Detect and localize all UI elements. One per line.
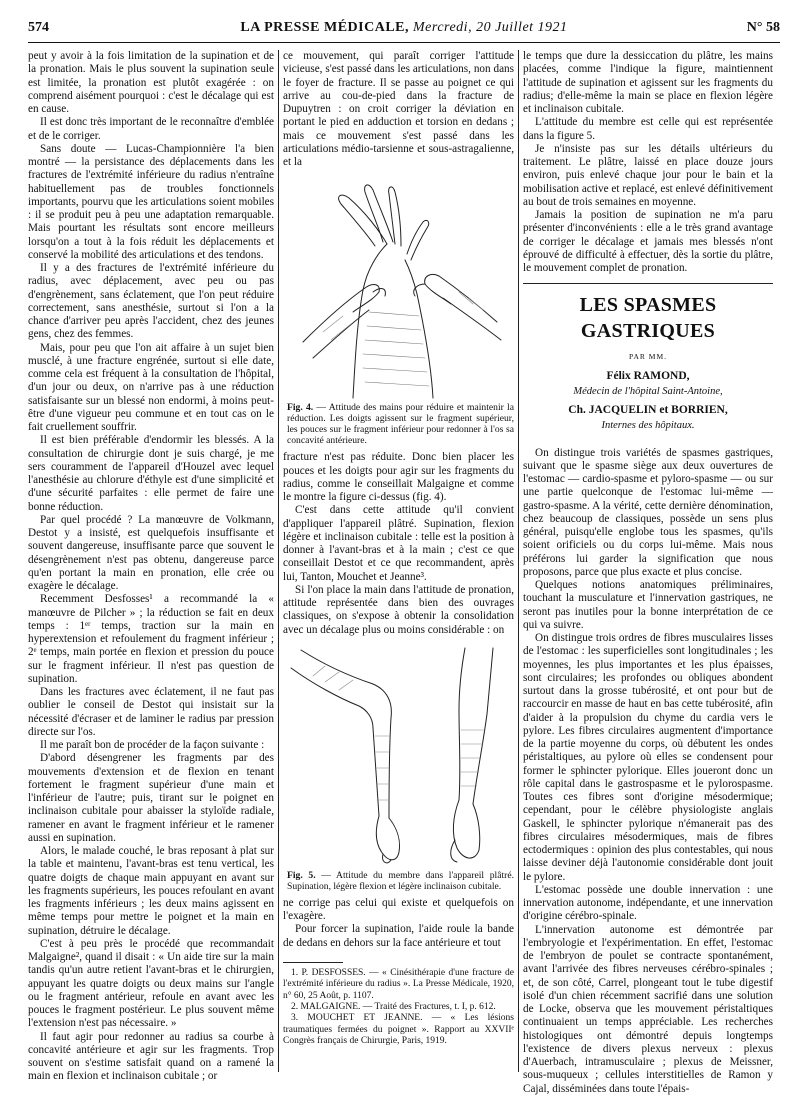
paragraph: C'est dans cette attitude qu'il convient d'appliquer l'appareil plâtré. Supination, flexion légère et inclinaison cubitale : telle est la position à donner à l'avant-bras et à la main ; c'est ce que conseillait Destot et ce que recommandent, après lui, Tanton, Mouchet et Jeanne³. bbox=[283, 504, 514, 583]
paragraph: L'estomac possède une double innervation : une innervation autonome, indépendante, et une innervation d'origine cérébro-spinale. bbox=[523, 883, 773, 923]
paragraph: On distingue trois variétés de spasmes gastriques, suivant que le spasme siège aux deux ouvertures de l'estomac — cardio-spasme et pyloro-spasme — ou sur une partie quelconque de l'estomac lui-même — gastro-spasme. A la vérité, cette dernière dénomination, chez beaucoup de classiques, possède un sens plus général, puisqu'elle englobe tous les spasmes, qu'ils soient orificiels ou du corps lui-même. Mais nous préférons lui garder la signification que nous proposons, parce que plus exacte et plus concise. bbox=[523, 446, 773, 578]
column-divider bbox=[278, 50, 279, 1072]
paragraph: Quelques notions anatomiques préliminaires, touchant la musculature et l'innervation gastriques, ne seront pas inutiles pour la bonne interprétation de ce qui va suivre. bbox=[523, 579, 773, 631]
author-name: Félix RAMOND, bbox=[606, 369, 690, 382]
article-header bbox=[523, 283, 773, 432]
column-divider bbox=[518, 50, 519, 1072]
paragraph: Il me paraît bon de procéder de la façon suivante : bbox=[40, 739, 265, 751]
paragraph: ne corrige pas celui qui existe et quelquefois on l'exagère. bbox=[283, 896, 514, 922]
figure-4-illustration bbox=[283, 172, 514, 400]
paragraph: Il est donc très important de le reconnaître d'emblée et de le corriger. bbox=[28, 116, 274, 142]
paragraph: Dans les fractures avec éclatement, il ne faut pas oublier le conseil de Destot qui insistait sur la nécessité d'écraser et de laminer le radius par pression directe sur l'os. bbox=[28, 686, 274, 738]
paragraph: L'attitude du membre est celle qui est représentée dans la figure 5. bbox=[523, 116, 773, 142]
footnote: 1. P. DESFOSSES. — « Cinésithérapie d'une fracture de l'extrémité inférieure du radius ». La Presse Médicale, 1920, n° 60, 25 Août, p. 1107. bbox=[283, 967, 514, 1001]
figure-4-text: — Attitude des mains pour réduire et maintenir la réduction. Les doigts agissent sur le fragment supérieur, les pouces sur le fragment inférieur pour redonner à l'os sa concavité antérieure. bbox=[287, 402, 514, 447]
paragraph: Recemment Desfosses¹ a recommandé la « manœuvre de Pilcher » ; la réduction se fait en deux temps : 1ᵉʳ temps, traction sur la main en hyperextension et refoulement du fragment inférieur ; 2ᵉ temps, main portée en flexion et pression du pouce sur le fragment inférieur. Il n'est pas question de supination. bbox=[28, 593, 274, 685]
column-3 bbox=[523, 50, 773, 1096]
paragraph: peut y avoir à la fois limitation de la supination et de la pronation. Mais le plus souvent la supination seule est limitée, la pronation est plutôt exagérée : on comprend aisément pourquoi : c'est le décalage qui est en cause. bbox=[28, 50, 274, 115]
paragraph: Il est bien préférable d'endormir les blessés. A la consultation de chirurgie dont je suis chargé, je me sers couramment de l'appareil d'Houzel avec lequel l'anesthésie au chlorure d'éthyle est d'une simplicité et d'une sécurité parfaites : elle permet de faire une bonne réduction. bbox=[28, 434, 274, 513]
paragraph: Si l'on place la main dans l'attitude de pronation, attitude représentée dans bien des ouvrages classiques, on s'expose à obtenir la consolidation avec un décalage plus ou moins considérable : on bbox=[283, 583, 514, 636]
paragraph: L'innervation autonome est démontrée par l'embryologie et l'expérimentation. En effet, l'estomac de l'embryon de poulet se contracte spontanément, avant l'arrivée des fibres nerveuses cérébro-spinales ; et, de son côté, Carrel, plongeant tout le tube digestif isolé d'un chien récemment sacrifié dans une solution de Locke, observa que les mouvement péristaltiques continuaient un temps appréciable. Les recherches histologiques ont démontré depuis longtemps l'existence de divers plexus nerveux : plexus d'Auerbach, intramusculaire ; plexus de Meissner, sous-muqueux ; cellules interstitielles de Ramon y Cajal, disséminées dans toute l'épais- bbox=[523, 923, 773, 1095]
issue-date: Mercredi, 20 Juillet 1921 bbox=[413, 20, 568, 35]
footnote: 3. MOUCHET ET JEANNE. — « Les lésions traumatiques fermées du poignet ». Rapport au XXVIIᵉ Congrès français de Chirurgie, Paris, 1919. bbox=[283, 1013, 514, 1047]
paragraph: Jamais la position de supination ne m'a paru présenter d'inconvénients : elle a le très grand avantage de corriger le décalage et jamais mes blessés n'ont éprouvé de difficulté à effectuer, dès la sortie du plâtre, le mouvement complet de pronation. bbox=[523, 209, 773, 274]
figure-4-caption bbox=[287, 402, 514, 446]
issue-number: N° 58 bbox=[746, 20, 780, 35]
paragraph: Par quel procédé ? La manœuvre de Volkmann, Destot y a insisté, est quelquefois insuffisante et souvent dangereuse, insuffisante parce que souvent le désengrènement n'est pas obtenu, dangereuse parce qu'en portant la main en pronation, elle crée ou exagère le décalage. bbox=[28, 513, 274, 592]
paragraph: ce mouvement, qui paraît corriger l'attitude vicieuse, s'est passé dans les articulations, non dans le foyer de fracture. Il se passe au poignet ce qui arrive au cou-de-pied dans la fracture de Dupuytren : on croit corriger la déviation en portant le pied en adduction et torsion en dedans ; mais ce mouvement s'est passé dans les articulations médio-tarsienne et sous-astragalienne, et la bbox=[283, 50, 514, 168]
figure-5-illustration bbox=[283, 640, 514, 868]
paragraph: Pour forcer la supination, l'aide roule la bande de dedans en dehors sur la face antérieure et tout bbox=[283, 923, 514, 949]
column-1 bbox=[28, 50, 274, 1084]
paragraph: Alors, le malade couché, le bras reposant à plat sur la table et maintenu, l'avant-bras est tenu vertical, les quatre doigts de chaque main appuyant en avant sur les fragments supérieurs, les pouces refoulant en avant les fragments inférieurs ; les deux mains agissent en même temps pour mettre le poignet et la main en supination, détruire le décalage. bbox=[28, 845, 274, 937]
column-2 bbox=[283, 50, 514, 1048]
author-name: Ch. JACQUELIN et BORRIEN, bbox=[568, 404, 728, 416]
paragraph: Il faut agir pour redonner au radius sa courbe à concavité antérieure et agir sur les fragments. Trop souvent on s'estime satisfait quand on a ramené la main en flexion et inclinaison cubitale ; or bbox=[28, 1030, 274, 1083]
paragraph: D'abord désengrener les fragments par des mouvements d'extension et de flexion en tenant fortement le fragment supérieur d'une main et l'inférieur de l'autre; puis, tirant sur le poignet en inclinaison cubitale pour abaisser la styloïde radiale, ramener en avant le fragment inférieur et le ramener aussi en supination. bbox=[28, 752, 274, 844]
paragraph: Je n'insiste pas sur les détails ultérieurs du traitement. Le plâtre, laissé en place douze jours environ, puis enlevé chaque jour pour le bain et la mobilisation active et replacé, est enlevé définitivement au bout de trois semaines en moyenne. bbox=[523, 142, 773, 208]
figure-5-caption bbox=[287, 870, 514, 892]
journal-name: LA PRESSE MÉDICALE, bbox=[240, 20, 410, 35]
page-number: 574 bbox=[28, 20, 49, 35]
article-title: LES SPASMES GASTRIQUES bbox=[579, 294, 717, 343]
paragraph: Mais, pour peu que l'on ait affaire à un sujet bien musclé, à une fracture engrénée, surtout si elle date, comme cela est fréquent à la consultation de l'hôpital, d'un jour ou deux, on n'arrive pas à une réduction satisfaisante sur un blessé non endormi, à moins peut-être d'une vigueur peu commune et en tout cas on le fait cruellement souffrir. bbox=[28, 341, 274, 433]
journal-title bbox=[28, 20, 780, 36]
footnote: 2. MALGAIGNE. — Traité des Fractures, t. I, p. 612. bbox=[291, 1001, 496, 1012]
figure-5-text: — Attitude du membre dans l'appareil plâtré. Supination, légère flexion et légère inclinaison cubitale. bbox=[287, 869, 514, 892]
paragraph: C'est à peu près le procédé que recommandait Malgaigne², quand il disait : « Un aide tire sur la main tandis qu'un autre retient l'avant-bras et le chirurgien, appuyant les quatre doigts ou deux mains sur l'angle ou le fragment antérieur, refoule en avant avec les pouces le fragment postérieur. Le plus souvent même l'extension n'est pas nécessaire. » bbox=[28, 937, 274, 1030]
page-header bbox=[28, 20, 780, 43]
paragraph: fracture n'est pas réduite. Donc bien placer les pouces et les doigts pour agir sur les fragments du radius, comme le conseillait Malgaigne et comme le montre la figure ci-dessus (fig. 4). bbox=[283, 451, 514, 503]
paragraph: Il y a des fractures de l'extrémité inférieure du radius, avec déplacement, avec peu ou pas d'engrènement, sans éclatement, que l'on peut réduire correctement, sans anesthésie, surtout si l'on a la chance d'arriver peu après l'accident, chez des jeunes gens, chez des femmes. bbox=[28, 262, 274, 341]
paragraph: On distingue trois ordres de fibres musculaires lisses de l'estomac : les superficielles sont longitudinales ; les moyennes, les plus importantes et les plus épaisses, sont circulaires; les profondes ou obliques abondent surtout dans la grosse tubérosité, et ont pour but de raccourcir en masse de haut en bas cette tubérosité, afin d'aider à la propulsion du chyme du cardia vers le pylore. Les fibres circulaires augmentent d'importance de la partie moyenne du corps, où débutent les ondes péristaltiques, au pylore où elles se condensent pour former le sphincter pylorique. Elles joueront donc un rôle capital dans le gastrospasme et le pylorospasme. Toutes ces fibres sont d'origine mésodermique; cependant, pour le célèbre physiologiste anglais Gaskell, le sphincter pylorique n'émanerait pas des fibres circulaires mésodermiques, mais de fibres ectodermiques : opinion des plus contestables, qui nous laisse deviner déjà l'autonomie considérable dont jouit le pylore. bbox=[523, 632, 773, 883]
figure-5-label: Fig. 5. bbox=[287, 869, 316, 881]
author-affiliation: Internes des hôpitaux. bbox=[601, 420, 695, 432]
paragraph: Sans doute — Lucas-Championnière l'a bien montré — la persistance des déplacements dans les fractures de l'extrémité inférieure du radius n'entraîne habituellement pas de troubles fonctionnels importants, pourvu que les articulations soient mobiles : il se produit peu à peu une adaptation remarquable. Mais pourtant les résultats sont encore meilleurs lorsqu'on a tout à la fois réduit les déplacements et conservé la mobilité des articulations et des tendons. bbox=[28, 142, 274, 261]
figure-4-label: Fig. 4. bbox=[287, 402, 314, 414]
footnote-rule bbox=[283, 962, 343, 963]
author-affiliation: Médecin de l'hôpital Saint-Antoine, bbox=[573, 385, 723, 397]
article-byline: PAR MM. bbox=[629, 352, 667, 362]
paragraph: le temps que dure la dessiccation du plâtre, les mains placées, comme l'indique la figure, maintiennent l'attitude de supination et agissent sur les fragments du radius; d'elle-même la main se place en flexion légère et inclinaison cubitale. bbox=[523, 50, 773, 115]
